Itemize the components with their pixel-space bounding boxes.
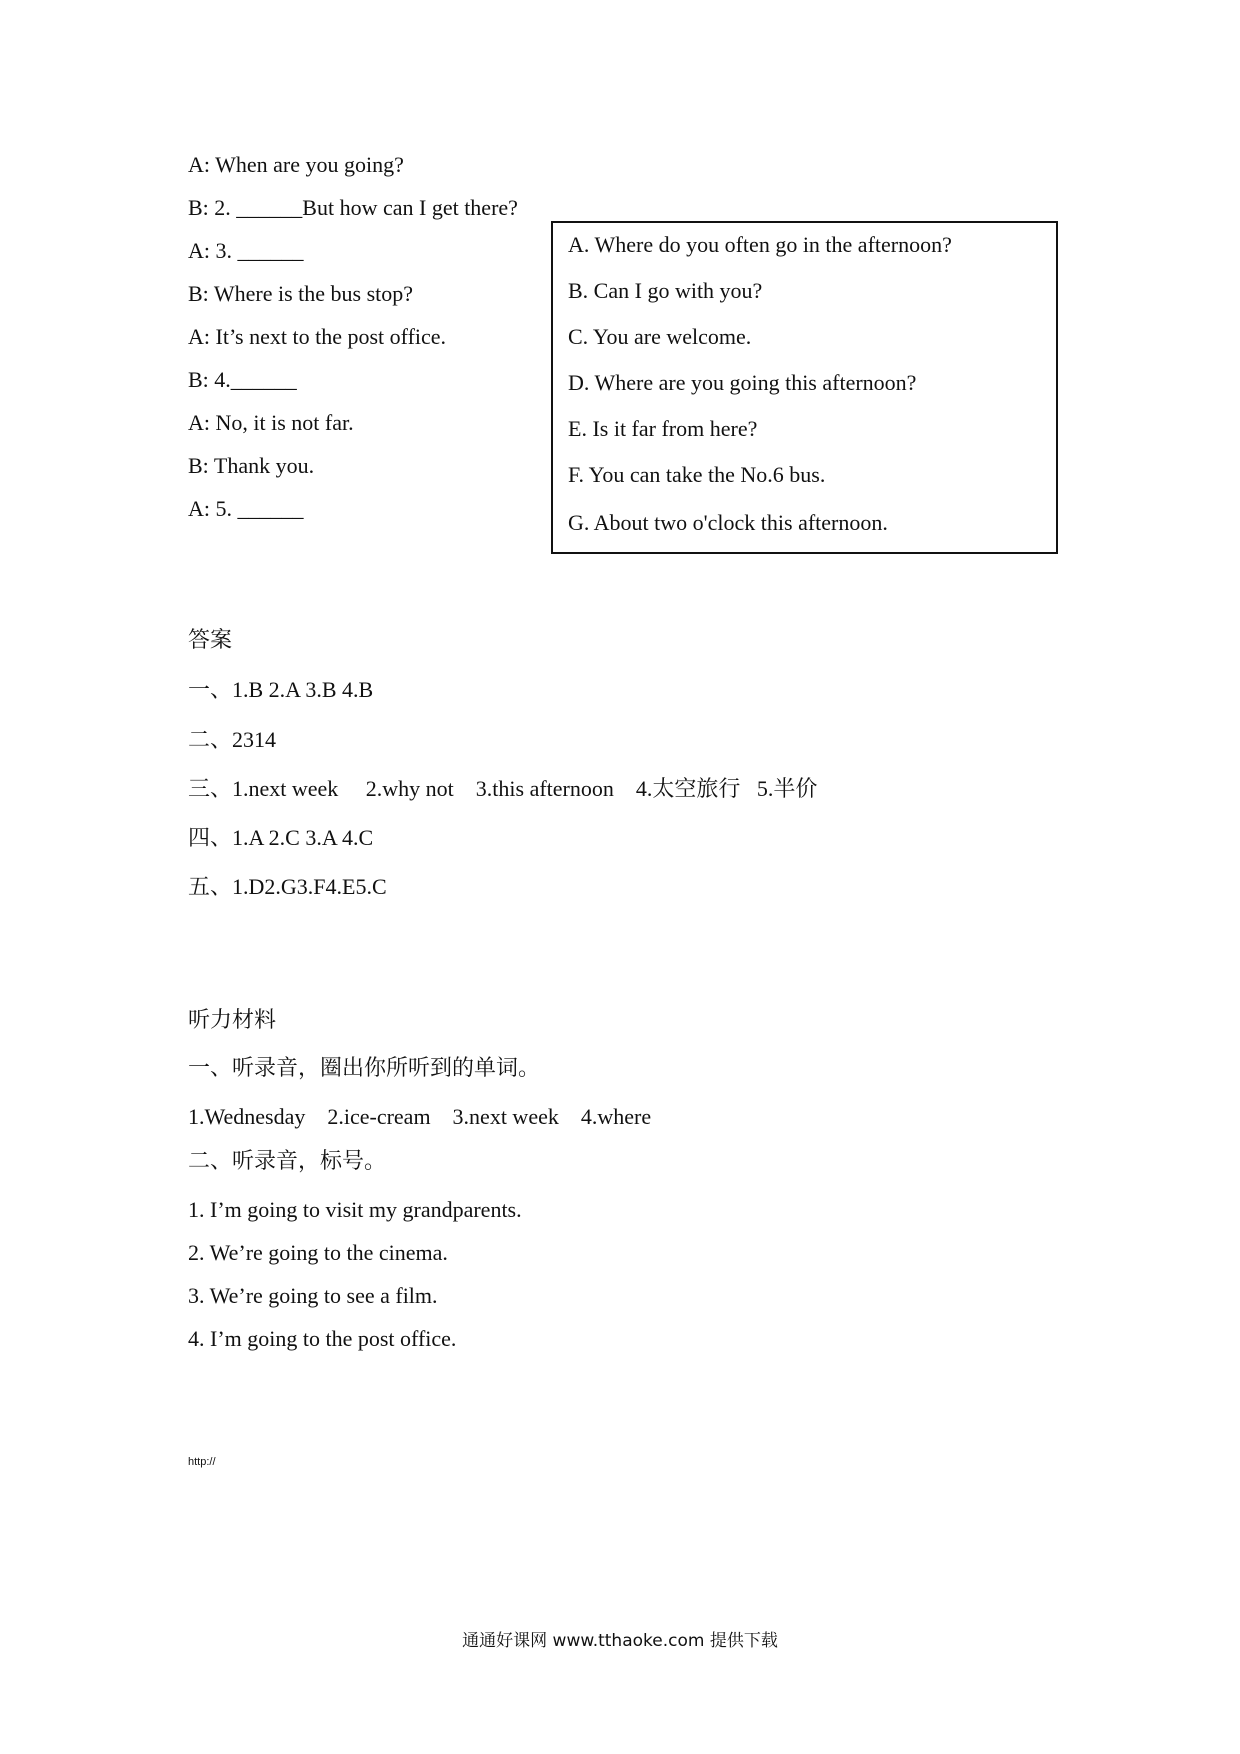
dialogue-line: A: When are you going? [188,152,404,177]
option-item: C. You are welcome. [568,324,752,349]
answer-line: 二、2314 [188,727,277,752]
answers-heading: 答案 [188,628,233,653]
page-footer: 通通好课网 www.tthaoke.com 提供下载 [462,1631,778,1651]
dialogue-line: B: 4.______ [188,367,297,392]
listening-item: 4. I’m going to the post office. [188,1326,457,1351]
option-item: G. About two o'clock this afternoon. [568,510,888,535]
dialogue-line: B: 2. ______But how can I get there? [188,195,518,220]
listening-section2-title: 二、听录音，标号。 [188,1149,387,1174]
answer-line: 一、1.B 2.A 3.B 4.B [188,677,374,702]
options-box [551,221,1058,554]
listening-item: 2. We’re going to the cinema. [188,1240,448,1265]
option-item: A. Where do you often go in the afternoon? [568,232,952,257]
option-item: E. Is it far from here? [568,416,758,441]
dialogue-line: B: Where is the bus stop? [188,281,414,306]
option-item: D. Where are you going this afternoon? [568,370,917,395]
answer-line: 三、1.next week 2.why not 3.this afternoon 4.太空旅行 5.半价 [188,776,818,801]
answer-line: 五、1.D2.G3.F4.E5.C [188,874,387,899]
dialogue-line: A: It’s next to the post office. [188,324,447,349]
dialogue-line: A: 3. ______ [188,238,304,263]
option-item: B. Can I go with you? [568,278,763,303]
listening-heading: 听力材料 [188,1008,277,1033]
listening-item: 3. We’re going to see a film. [188,1283,438,1308]
dialogue-line: B: Thank you. [188,453,315,478]
answer-line: 四、1.A 2.C 3.A 4.C [188,825,374,850]
listening-item: 1. I’m going to visit my grandparents. [188,1197,522,1222]
option-item: F. You can take the No.6 bus. [568,462,826,487]
listening-section1-words: 1.Wednesday 2.ice-cream 3.next week 4.where [188,1104,652,1129]
dialogue-line: A: 5. ______ [188,496,304,521]
listening-section1-title: 一、听录音，圈出你所听到的单词。 [188,1056,541,1081]
dialogue-line: A: No, it is not far. [188,410,354,435]
url-note: http:// [188,1456,216,1468]
